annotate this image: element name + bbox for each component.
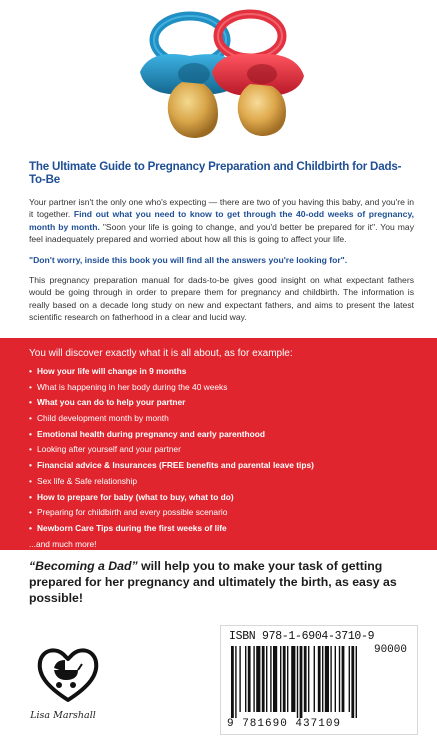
intro-text-end: "Soon your life is going to change, and you'd better be prepared for it". You may feel inadequately prepared and worried about how all this is going to affect your life. — [29, 221, 414, 245]
barcode-bar — [330, 646, 331, 712]
bullet-icon: • — [29, 522, 32, 533]
barcode-bar — [351, 646, 354, 718]
barcode-bar — [342, 646, 345, 712]
topic-item — [29, 442, 419, 458]
topics-list — [29, 364, 419, 552]
topic-text: Preparing for childbirth and every possible scenario — [37, 507, 228, 518]
barcode-bar — [256, 646, 260, 712]
ean-number: 9 781690 437109 — [227, 718, 342, 730]
barcode-bar — [231, 646, 234, 718]
barcode-bar — [297, 646, 298, 718]
barcode-bar — [349, 646, 350, 712]
topic-text: Child development month by month — [37, 413, 169, 424]
topic-item — [29, 364, 419, 380]
barcode-bar — [266, 646, 267, 712]
bullet-icon: • — [29, 444, 32, 455]
barcode-bar — [283, 646, 286, 712]
topic-text: What you can do to help your partner — [37, 397, 186, 408]
topics-band — [0, 338, 437, 550]
topic-text: How to prepare for baby (what to buy, what to do) — [37, 491, 234, 502]
barcode-bar — [287, 646, 288, 712]
topic-text: Newborn Care Tips during the first weeks of life — [37, 522, 227, 533]
intro-paragraph — [29, 196, 414, 246]
bullet-icon: • — [29, 491, 32, 502]
closing-text: will help you to make your task of getting prepared for her pregnancy and ultimately the birth, as easy as possible! — [29, 559, 397, 605]
topic-item — [29, 521, 419, 537]
topics-intro: You will discover exactly what it is all about, as for example: — [29, 348, 293, 359]
topic-item — [29, 490, 419, 506]
topic-item — [29, 411, 419, 427]
barcode-bar — [339, 646, 340, 712]
barcode-bar — [253, 646, 254, 712]
barcode-bar — [273, 646, 277, 712]
bullet-icon: • — [29, 507, 32, 518]
bullet-icon: • — [29, 397, 32, 408]
topic-item — [29, 474, 419, 490]
pacifiers-illustration — [0, 0, 437, 150]
bullet-icon: • — [29, 381, 32, 392]
barcode-bar — [325, 646, 329, 712]
author-name: Lisa Marshall — [30, 710, 96, 721]
barcode-bar — [322, 646, 323, 712]
bullet-icon: • — [29, 475, 32, 486]
bullet-icon: • — [29, 428, 32, 439]
isbn-barcode — [220, 625, 418, 735]
topic-text: How your life will change in 9 months — [37, 366, 187, 376]
bullet-icon: • — [29, 460, 32, 471]
barcode-bar — [262, 646, 265, 712]
topic-item — [29, 380, 419, 396]
barcode-bar — [291, 646, 295, 712]
description-section — [29, 160, 414, 332]
barcode-bar — [356, 646, 357, 718]
topic-item — [29, 458, 419, 474]
topic-text: What is happening in her body during the 40 weeks — [37, 381, 228, 392]
price-code: 90000 — [373, 644, 407, 656]
section-heading: The Ultimate Guide to Pregnancy Preparation and Childbirth for Dads-To-Be — [29, 160, 402, 186]
topic-text: Sex life & Safe relationship — [37, 475, 138, 486]
bullet-icon: • — [29, 366, 32, 376]
book-title: “Becoming a Dad” — [29, 559, 138, 573]
barcode-bar — [239, 646, 240, 712]
bullet-icon: • — [29, 413, 32, 424]
barcode-bar — [300, 646, 303, 718]
topic-text: Financial advice & Insurances (FREE benefits and parental leave tips) — [37, 460, 314, 471]
reassurance-quote: "Don't worry, inside this book you will find all the answers you're looking for". — [29, 254, 348, 265]
topic-item — [29, 505, 419, 521]
closing-statement — [29, 558, 414, 606]
barcode-bar — [335, 646, 336, 712]
intro-highlight: Find out what you need to know to get through the 40-odd weeks of pregnancy, month by month. — [29, 209, 414, 232]
barcode-bar — [270, 646, 271, 712]
barcode-bar — [280, 646, 281, 712]
manual-description: This pregnancy preparation manual for dads-to-be gives good insight on what expectant fathers would be going through in order to prepare them for pregnancy and childbirth. The information is really based on a decade long study on new and expectant fathers, and aims to present the latest scientific research on fatherhood in a clear and lucid way. — [29, 275, 414, 323]
barcode-bar — [314, 646, 315, 712]
topic-text: Looking after yourself and your partner — [37, 444, 181, 455]
barcode-bar — [248, 646, 251, 712]
isbn-text: ISBN 978-1-6904-3710-9 — [229, 630, 375, 643]
intro-text-start: Your partner isn't the only one who's expecting — there are two of you having this baby, and you're in it together. — [29, 197, 414, 220]
barcode-bar — [318, 646, 321, 712]
topic-item — [29, 395, 419, 411]
heart-stroller-icon — [32, 638, 104, 710]
barcode-bar — [235, 646, 236, 718]
topic-item — [29, 427, 419, 443]
barcode-bar — [245, 646, 246, 712]
barcode-bar — [304, 646, 307, 712]
topic-text: Emotional health during pregnancy and early parenthood — [37, 428, 266, 439]
barcode-bars — [229, 646, 411, 718]
more-topics: ...and much more! — [29, 538, 97, 549]
barcode-bar — [308, 646, 309, 712]
